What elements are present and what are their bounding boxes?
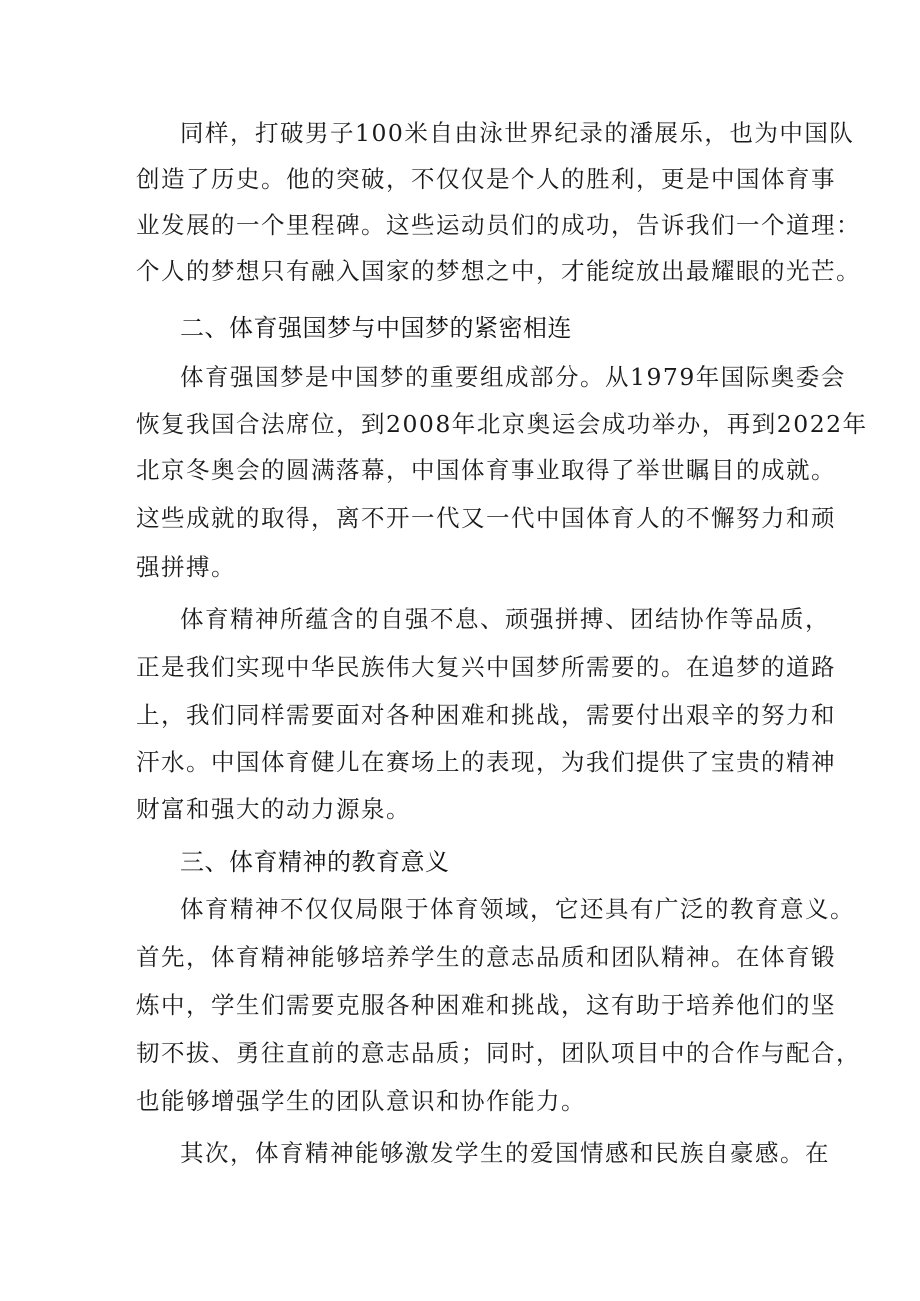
paragraph-3-line-5: 财富和强大的动力源泉。: [136, 795, 411, 823]
paragraph-4-line-1: 体育精神不仅仅局限于体育领域，它还具有广泛的教育意义。: [180, 895, 855, 923]
paragraph-4-line-3: 炼中，学生们需要克服各种困难和挑战，这有助于培养他们的坚: [136, 991, 836, 1019]
paragraph-3-line-1: 体育精神所蕴含的自强不息、顽强拼搏、团结协作等品质，: [180, 605, 830, 633]
paragraph-2-line-1: 体育强国梦是中国梦的重要组成部分。从1979年国际奥委会: [180, 363, 846, 391]
paragraph-4-line-4: 韧不拔、勇往直前的意志品质；同时，团队项目中的合作与配合，: [136, 1039, 861, 1067]
paragraph-1-line-4: 个人的梦想只有融入国家的梦想之中，才能绽放出最耀眼的光芒。: [136, 257, 861, 285]
paragraph-2-line-3: 北京冬奥会的圆满落幕，中国体育事业取得了举世瞩目的成就。: [136, 456, 836, 484]
paragraph-3-line-3: 上，我们同样需要面对各种困难和挑战，需要付出艰辛的努力和: [136, 701, 836, 729]
paragraph-2-line-2: 恢复我国合法席位，到2008年北京奥运会成功举办，再到2022年: [136, 410, 868, 438]
paragraph-2-line-4: 这些成就的取得，离不开一代又一代中国体育人的不懈努力和顽: [136, 504, 836, 532]
paragraph-4-line-2: 首先，体育精神能够培养学生的意志品质和团队精神。在体育锻: [136, 943, 836, 971]
section-2-heading: 二、体育强国梦与中国梦的紧密相连: [180, 314, 572, 342]
paragraph-3-line-2: 正是我们实现中华民族伟大复兴中国梦所需要的。在追梦的道路: [136, 653, 836, 681]
paragraph-4-line-5: 也能够增强学生的团队意识和协作能力。: [136, 1087, 586, 1115]
paragraph-3-line-4: 汗水。中国体育健儿在赛场上的表现，为我们提供了宝贵的精神: [136, 748, 836, 776]
paragraph-1-line-2: 创造了历史。他的突破，不仅仅是个人的胜利，更是中国体育事: [136, 165, 836, 193]
paragraph-1-line-3: 业发展的一个里程碑。这些运动员们的成功，告诉我们一个道理：: [136, 211, 861, 239]
paragraph-5-line-1: 其次，体育精神能够激发学生的爱国情感和民族自豪感。在: [180, 1139, 830, 1167]
section-3-heading: 三、体育精神的教育意义: [180, 848, 450, 876]
paragraph-1-line-1: 同样，打破男子100米自由泳世界纪录的潘展乐，也为中国队: [180, 119, 855, 147]
paragraph-2-line-5: 强拼搏。: [136, 553, 236, 581]
